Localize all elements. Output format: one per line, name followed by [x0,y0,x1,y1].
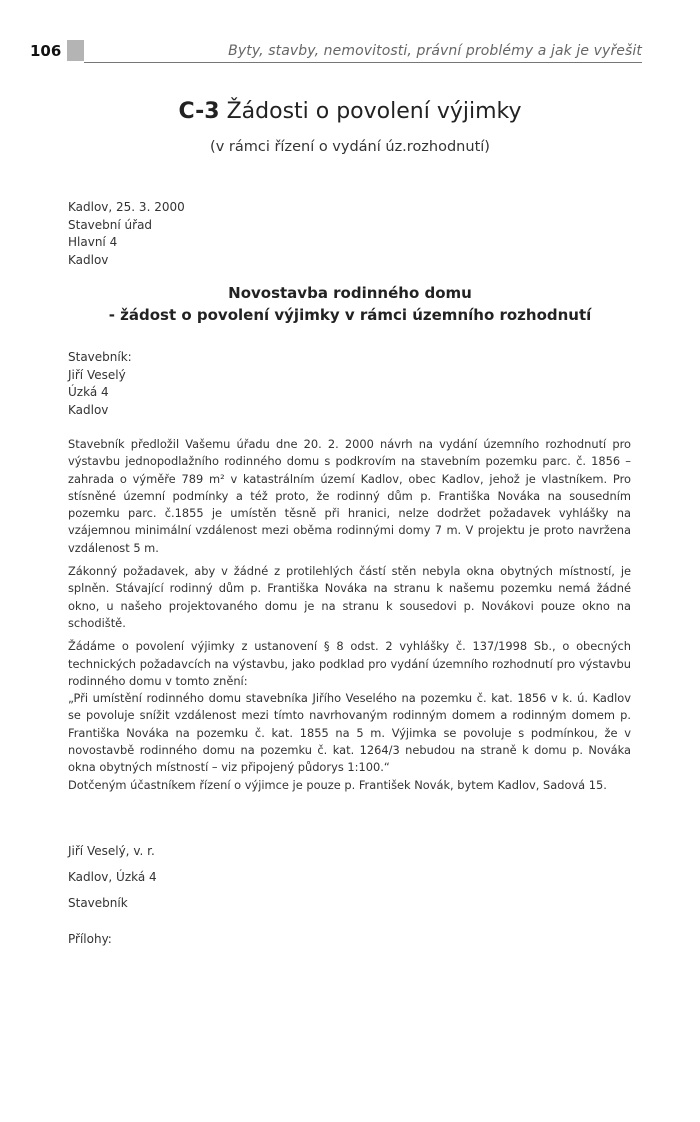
signatory-address: Kadlov, Úzká 4 [68,870,157,884]
document-title [0,99,700,124]
place-date: Kadlov, 25. 3. 2000 [68,200,185,214]
letter-heading-line-1: Novostavba rodinného domu [228,284,472,302]
office-city: Kadlov [68,252,109,267]
page-header [30,40,642,64]
office-name: Stavební úřad [68,217,153,232]
builder-info [68,349,132,419]
body-paragraph: Stavebník předložil Vašemu úřadu dne 20. 2. 2000 návrh na vydání územního rozhodnutí pro výstavbu jednopodlažního rodinného domu s podkrovím na stavebním pozemku parc. č. 1856 – zahrada o výměře 789 m² v katastrálním území Kadlov, obec Kadlov, jehož je vlastníkem. Pro stísněné územní podmínky a též proto, že rodinný dům p. Františka Nováka na sousedním pozemku parc. č.1855 je umístěn těsně při hranici, nelze dodržet požadavek vyhlášky na vzájemnou minimální vzdálenost mezi oběma rodinnými domy 7 m. V projektu je proto navržena vzdálenost 5 m. [68,437,631,555]
document-subtitle: (v rámci řízení o vydání úz.rozhodnutí) [210,139,490,155]
attachments-label: Přílohy: [68,932,112,946]
letter-heading-line-2: - žádost o povolení výjimky v rámci územního rozhodnutí [108,306,592,324]
letter-body [68,436,631,800]
document-title-text: Žádosti o povolení výjimky [226,99,522,124]
office-street: Hlavní 4 [68,235,118,249]
body-paragraph: Žádáme o povolení výjimky z ustanovení § 8 odst. 2 vyhlášky č. 137/1998 Sb., o obecných technických požadavcích na výstavbu, jako podklad pro vydání územního rozhodnutí pro výstavbu rodinného domu v tomto znění: [68,639,631,688]
body-paragraph: Dotčeným účastníkem řízení o výjimce je pouze p. František Novák, bytem Kadlov, Sadová 15. [68,777,607,792]
builder-city: Kadlov [68,402,109,417]
builder-name: Jiří Veselý [68,367,126,382]
running-title: Byty, stavby, nemovitosti, právní problémy a jak je vyřešit [228,43,642,59]
page-number: 106 [30,42,62,60]
header-gray-square [67,40,84,61]
signatory-role: Stavebník [68,896,128,910]
builder-street: Úzká 4 [68,385,109,399]
document-code: C-3 [178,99,220,124]
builder-label: Stavebník: [68,350,132,364]
signature-block [68,838,157,916]
recipient-address [68,199,185,269]
letter-heading [0,282,700,326]
body-paragraph: Zákonný požadavek, aby v žádné z protilehlých částí stěn nebyla okna obytných místností, je splněn. Stávající rodinný dům p. Františka Nováka na stranu k našemu pozemku nemá žádné okno, u našeho projektovaného domu je na stranu k sousedovi p. Novákovi pouze okno na schodiště. [68,564,631,630]
signatory-name: Jiří Veselý, v. r. [68,844,155,858]
header-rule [84,62,642,63]
quoted-exception-text: „Při umístění rodinného domu stavebníka Jiřího Veselého na pozemku č. kat. 1856 v k. ú. Kadlov se povoluje snížit vzdálenost mezi tímto navrhovaným rodinným domem a rodinným domem p. Františka Nováka na pozemku č. kat. 1855 na 5 m. Výjimka se povoluje s podmínkou, že v novostavbě rodinného domu na pozemku č. kat. 1264/3 nebudou na straně k domu p. Nováka okna obytných místností – viz připojený půdorys 1:100.“ [68,691,631,775]
